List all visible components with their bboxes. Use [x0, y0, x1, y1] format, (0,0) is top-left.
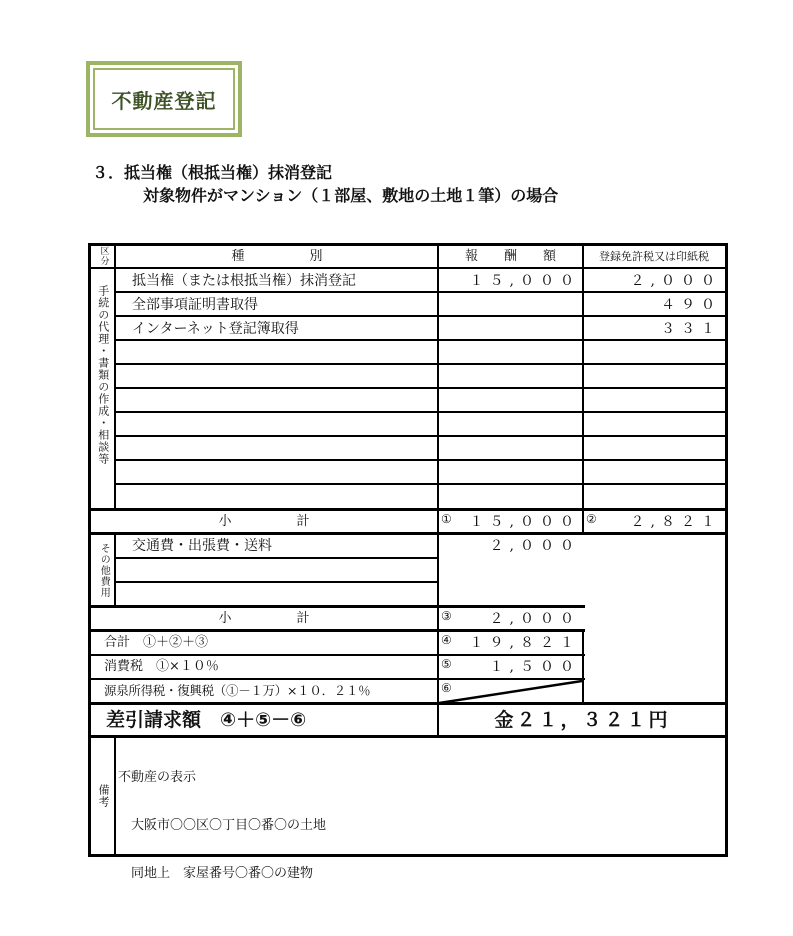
- row-type: インターネット登記簿取得: [132, 321, 299, 337]
- header-type: 種 別: [231, 249, 323, 264]
- row-fee: [440, 294, 580, 316]
- section2-label: その他費用: [98, 542, 110, 598]
- row-tax: ３３１: [661, 321, 721, 337]
- remarks-line: 同地上 家屋番号〇番〇の建物: [118, 866, 314, 881]
- section-subheading: 対象物件がマンション（１部屋、敷地の土地１筆）の場合: [143, 186, 559, 205]
- header-tax: 登録免許税又は印紙税: [599, 250, 709, 263]
- consumption-tax-value: １,５００: [489, 659, 580, 675]
- marker-4: ④: [441, 633, 452, 647]
- consumption-tax-label: 消費税 ①×１０％: [104, 659, 219, 674]
- row-tax: ２,０００: [630, 273, 721, 289]
- marker-5: ⑤: [441, 657, 452, 671]
- header-category: 区分: [98, 246, 109, 266]
- section-heading: ３．抵当権（根抵当権）抹消登記: [92, 163, 333, 182]
- subtotal2-label: 小 計: [218, 611, 310, 626]
- category-badge: [86, 61, 242, 137]
- strike-diagonal: [439, 680, 583, 704]
- fee-table: [88, 243, 728, 881]
- remarks-content: [118, 738, 718, 914]
- marker-6: ⑥: [441, 681, 452, 695]
- remarks-line: 不動産の表示: [118, 770, 197, 785]
- subtotal1-tax: ２,８２１: [630, 514, 721, 530]
- subtotal2-fee: ２,０００: [489, 611, 580, 627]
- subtotal1-label: 小 計: [218, 514, 310, 529]
- row-type: 交通費・出張費・送料: [132, 538, 272, 554]
- category-badge-label: 不動産登記: [111, 88, 217, 113]
- row-fee: [440, 318, 580, 340]
- marker-1: ①: [441, 512, 452, 526]
- grand-total-value: 金２１，３２１円: [494, 709, 671, 731]
- row-type: 全部事項証明書取得: [132, 297, 258, 313]
- row-fee: １５,０００: [469, 273, 580, 289]
- total-value: １９,８２１: [469, 635, 580, 651]
- header-fee: 報 酬 額: [464, 249, 556, 264]
- marker-3: ③: [441, 609, 452, 623]
- row-tax: ４９０: [661, 297, 721, 313]
- subtotal1-fee: １５,０００: [469, 514, 580, 530]
- remarks-line: 大阪市〇〇区〇丁目〇番〇の土地: [118, 818, 327, 833]
- row-fee: ２,０００: [489, 538, 580, 554]
- row-type: 抵当権（または根抵当権）抹消登記: [132, 273, 356, 289]
- grand-total-label: 差引請求額 ④＋⑤－⑥: [106, 709, 307, 731]
- remarks-label: 備考: [97, 784, 110, 808]
- withholding-tax-label: 源泉所得税・復興税（①－１万）×１０．２１％: [104, 683, 371, 698]
- section1-label: 手続の代理・書類の作成・相談等: [96, 285, 110, 465]
- marker-2: ②: [586, 512, 597, 526]
- total-label: 合計 ①＋②＋③: [104, 635, 209, 650]
